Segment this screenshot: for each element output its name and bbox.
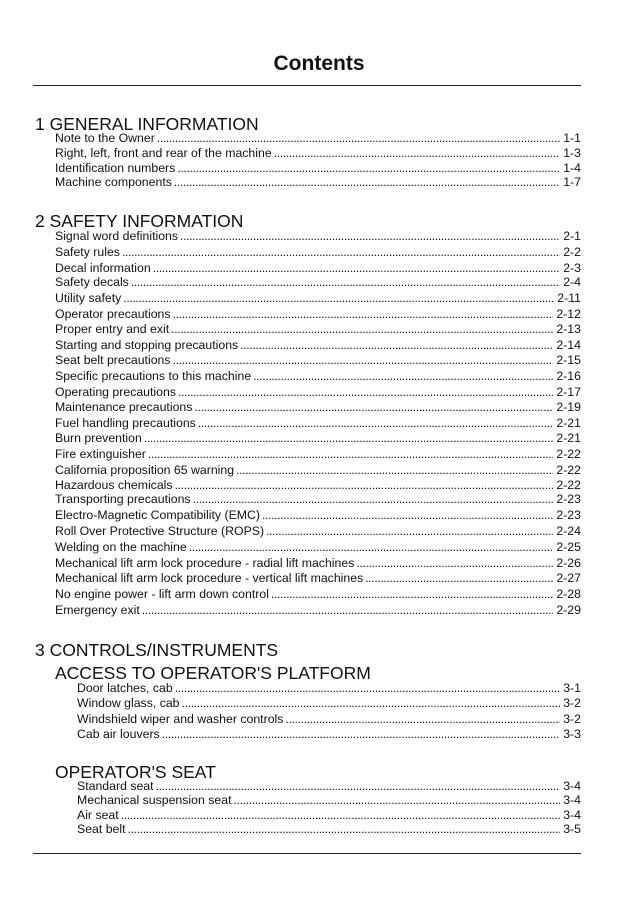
toc-dot-leader [162,727,561,741]
toc-entry-page: 1-1 [563,131,581,145]
toc-entry-page: 2-3 [563,261,581,275]
toc-entry[interactable] [55,416,581,430]
toc-entry-title: Fuel handling precautions [55,416,196,430]
toc-entry-title: Right, left, front and rear of the machine [55,146,272,160]
toc-entry-page: 3-4 [563,808,581,822]
toc-dot-leader [175,478,554,492]
toc-entry-title: Door latches, cab [77,681,173,695]
toc-dot-leader [266,524,553,538]
toc-entry-page: 1-7 [563,175,581,189]
toc-dot-leader [144,431,554,445]
toc-entry-title: Note to the Owner [55,131,155,145]
toc-entry[interactable] [55,540,581,554]
section-seat-heading: OPERATOR'S SEAT [55,762,216,782]
toc-entry-page: 2-23 [556,508,581,522]
toc-entry[interactable] [77,681,581,695]
toc-entry-title: Mechanical lift arm lock procedure - radial lift machines [55,556,355,570]
toc-entry[interactable] [55,146,581,160]
toc-dot-leader [131,275,560,289]
toc-entry[interactable] [55,603,581,617]
toc-entry-page: 2-23 [556,492,581,506]
toc-entry-page: 2-26 [556,556,581,570]
toc-dot-leader [128,822,561,836]
toc-entry[interactable] [77,793,581,807]
toc-entry[interactable] [55,245,581,259]
toc-entry-title: Welding on the machine [55,540,187,554]
toc-entry-page: 2-1 [563,229,581,243]
toc-entry-page: 2-2 [563,245,581,259]
toc-entry-page: 2-4 [563,275,581,289]
toc-entry-page: 2-14 [556,338,581,352]
toc-entry-page: 2-21 [556,416,581,430]
toc-entry[interactable] [55,131,581,145]
toc-entry[interactable] [77,779,581,793]
toc-entry[interactable] [77,822,581,836]
chapter-1-heading: 1 GENERAL INFORMATION [35,114,259,134]
toc-dot-leader [121,808,561,822]
toc-entry-title: Mechanical lift arm lock procedure - vertical lift machines [55,571,364,585]
toc-entry-title: Maintenance precautions [55,400,193,414]
toc-entry[interactable] [77,727,581,741]
toc-dot-leader [356,556,553,570]
toc-dot-leader [193,492,554,506]
toc-entry[interactable] [55,307,581,321]
toc-entry-page: 2-21 [556,431,581,445]
toc-entry-title: Seat belt [77,822,126,836]
toc-dot-leader [285,712,560,726]
chapter-3-heading: 3 CONTROLS/INSTRUMENTS [35,640,279,660]
toc-entry-title: Air seat [77,808,119,822]
toc-entry-page: 2-19 [556,400,581,414]
toc-entry-page: 2-28 [556,587,581,601]
toc-dot-leader [180,229,560,243]
toc-entry-title: Hazardous chemicals [55,478,173,492]
toc-dot-leader [157,131,560,145]
toc-dot-leader [274,146,561,160]
toc-entry-title: Emergency exit [55,603,140,617]
toc-entry-title: Burn prevention [55,431,142,445]
toc-entry[interactable] [55,556,581,570]
toc-entry[interactable] [55,571,581,585]
toc-entry-title: Mechanical suspension seat [77,793,232,807]
toc-entry-title: Identification numbers [55,161,176,175]
toc-entry-page: 2-13 [556,322,581,336]
toc-entry-title: Machine components [55,175,172,189]
toc-entry[interactable] [55,161,581,175]
toc-entry[interactable] [55,524,581,538]
toc-dot-leader [175,681,561,695]
top-divider [33,85,581,86]
toc-entry-title: Roll Over Protective Structure (ROPS) [55,524,265,538]
toc-dot-leader [182,696,561,710]
toc-dot-leader [194,400,553,414]
toc-dot-leader [177,161,560,175]
toc-entry[interactable] [55,369,581,383]
toc-dot-leader [148,447,553,461]
toc-dot-leader [253,369,553,383]
toc-entry-page: 2-17 [556,385,581,399]
toc-dot-leader [142,603,554,617]
toc-entry[interactable] [77,712,581,726]
toc-entry-page: 2-27 [556,571,581,585]
toc-entry[interactable] [55,431,581,445]
toc-entry-page: 2-11 [557,291,581,305]
toc-dot-leader [271,587,553,601]
toc-entry-title: Window glass, cab [77,696,180,710]
toc-entry-title: Utility safety [55,291,122,305]
toc-entry[interactable] [55,447,581,461]
toc-entry-title: No engine power - lift arm down control [55,587,269,601]
toc-entry[interactable] [55,353,581,367]
toc-entry-title: Operating precautions [55,385,176,399]
toc-entry-title: Cab air louvers [77,727,160,741]
toc-entry-page: 3-5 [563,822,581,836]
toc-entry-page: 3-4 [563,779,581,793]
toc-entry-page: 2-29 [556,603,581,617]
toc-entry-page: 2-16 [556,369,581,383]
toc-entry[interactable] [55,338,581,352]
toc-entry-page: 3-3 [563,727,581,741]
toc-entry-page: 2-22 [556,463,581,477]
toc-dot-leader [178,385,553,399]
toc-entry[interactable] [55,478,581,492]
toc-entry-title: Starting and stopping precautions [55,338,239,352]
toc-entry-title: Safety rules [55,245,120,259]
toc-dot-leader [153,261,561,275]
toc-entry[interactable] [55,322,581,336]
toc-entry-page: 3-1 [563,681,581,695]
toc-dot-leader [174,175,560,189]
toc-entry-title: Seat belt precautions [55,353,171,367]
page-title: Contents [273,52,365,75]
toc-entry[interactable] [55,385,581,399]
toc-entry[interactable] [77,808,581,822]
toc-entry-page: 2-22 [556,478,581,492]
toc-entry-page: 1-3 [563,146,581,160]
toc-entry-title: Proper entry and exit [55,322,170,336]
toc-dot-leader [240,338,553,352]
toc-entry-page: 3-2 [563,712,581,726]
toc-entry-title: California proposition 65 warning [55,463,235,477]
toc-entry-title: Specific precautions to this machine [55,369,252,383]
toc-entry[interactable] [55,400,581,414]
toc-dot-leader [156,779,561,793]
toc-entry-page: 2-12 [556,307,581,321]
toc-entry[interactable] [55,492,581,506]
toc-entry-page: 2-25 [556,540,581,554]
toc-entry[interactable] [55,175,581,189]
toc-entry-title: Operator precautions [55,307,171,321]
toc-dot-leader [173,307,554,321]
toc-entry-title: Standard seat [77,779,154,793]
toc-dot-leader [234,793,561,807]
toc-entry[interactable] [55,587,581,601]
toc-entry[interactable] [55,275,581,289]
toc-entry[interactable] [77,696,581,710]
toc-dot-leader [123,291,554,305]
toc-entry[interactable] [55,463,581,477]
toc-entry-page: 2-22 [556,447,581,461]
toc-entry-page: 1-4 [563,161,581,175]
toc-entry-title: Safety decals [55,275,129,289]
toc-dot-leader [173,353,554,367]
toc-dot-leader [198,416,554,430]
toc-dot-leader [262,508,553,522]
toc-dot-leader [365,571,553,585]
toc-entry-page: 3-4 [563,793,581,807]
section-access-heading: ACCESS TO OPERATOR'S PLATFORM [55,663,371,683]
toc-entry-title: Signal word definitions [55,229,179,243]
toc-entry-title: Electro-Magnetic Compatibility (EMC) [55,508,261,522]
toc-entry-title: Decal information [55,261,151,275]
toc-dot-leader [122,245,560,259]
toc-entry[interactable] [55,261,581,275]
toc-entry[interactable] [55,291,581,305]
toc-entry[interactable] [55,508,581,522]
toc-dot-leader [189,540,554,554]
chapter-2-heading: 2 SAFETY INFORMATION [35,211,244,231]
toc-entry-title: Windshield wiper and washer controls [77,712,284,726]
toc-entry-title: Fire extinguisher [55,447,146,461]
toc-entry-page: 3-2 [563,696,581,710]
toc-entry-title: Transporting precautions [55,492,191,506]
bottom-divider [33,853,581,854]
toc-entry-page: 2-24 [556,524,581,538]
toc-dot-leader [171,322,553,336]
toc-entry-page: 2-15 [556,353,581,367]
toc-entry[interactable] [55,229,581,243]
toc-dot-leader [236,463,553,477]
